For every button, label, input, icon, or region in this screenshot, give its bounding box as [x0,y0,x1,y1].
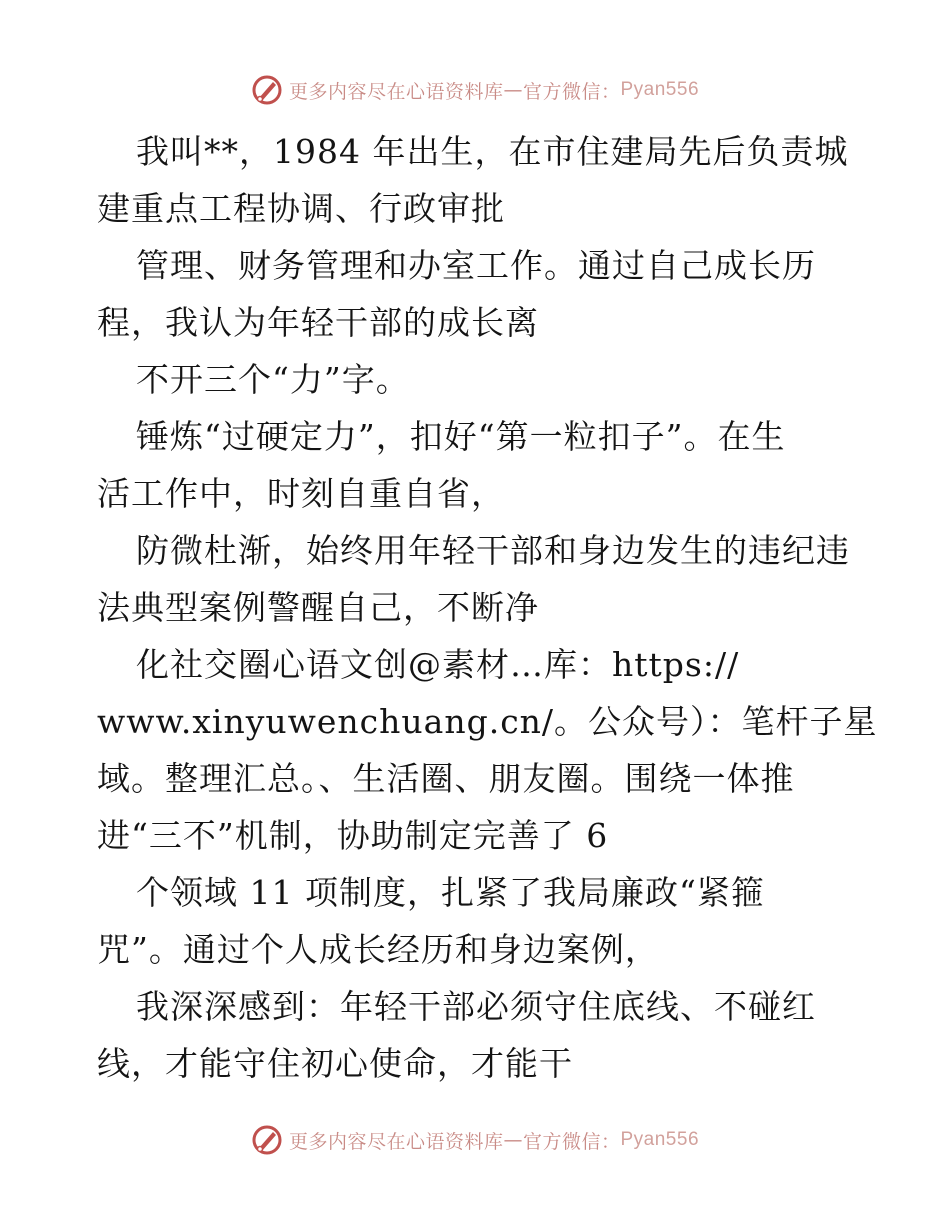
text-line: 域。整理汇总。、生活圈、朋友圈。围绕一体推 [97,759,795,798]
text-line: 程，我认为年轻干部的成长离 [97,303,539,342]
pen-logo-icon [251,74,283,106]
header-brand-text: 更多内容尽在心语资料库 [288,80,504,103]
text-line: 化社交圈心语文创@素材…库：https:// [136,645,740,684]
text-line: 管理、财务管理和办室工作。通过自己成长历 [136,246,816,285]
pen-logo-icon [251,1124,283,1156]
text-line: 线，才能守住初心使命，才能干 [97,1044,573,1083]
text-line: 活工作中，时刻自重自省， [97,474,505,513]
header-wechat-label: 官方微信： [522,80,621,103]
header-watermark-banner [0,70,950,110]
text-line: 咒”。通过个人成长经历和身边案例， [97,930,659,969]
text-line: 锤炼“过硬定力”，扣好“第一粒扣子”。在生 [136,417,786,456]
text-line: 进“三不”机制，协助制定完善了 6 [97,816,609,855]
text-line: www.xinyuwenchuang.cn/。公众号）：笔杆子星 [97,702,878,741]
text-line: 我深深感到：年轻干部必须守住底线、不碰红 [136,987,816,1026]
footer-separator: — [503,1129,523,1151]
text-line: 个领域 11 项制度，扎紧了我局廉政“紧箍 [136,873,765,912]
text-line: 不开三个“力”字。 [136,360,410,399]
footer-wechat-label: 官方微信： [522,1130,621,1153]
footer-wechat-id: Pyan556 [620,1129,700,1150]
footer-watermark-banner [0,1120,950,1160]
header-separator: — [503,79,523,101]
footer-brand-text: 更多内容尽在心语资料库 [288,1130,504,1153]
text-line: 我叫**，1984 年出生，在市住建局先后负责城 [136,132,849,171]
header-wechat-id: Pyan556 [620,79,700,100]
text-line: 法典型案例警醒自己，不断净 [97,588,539,627]
text-line: 防微杜渐，始终用年轻干部和身边发生的违纪违 [136,531,850,570]
text-line: 建重点工程协调、行政审批 [97,189,505,228]
